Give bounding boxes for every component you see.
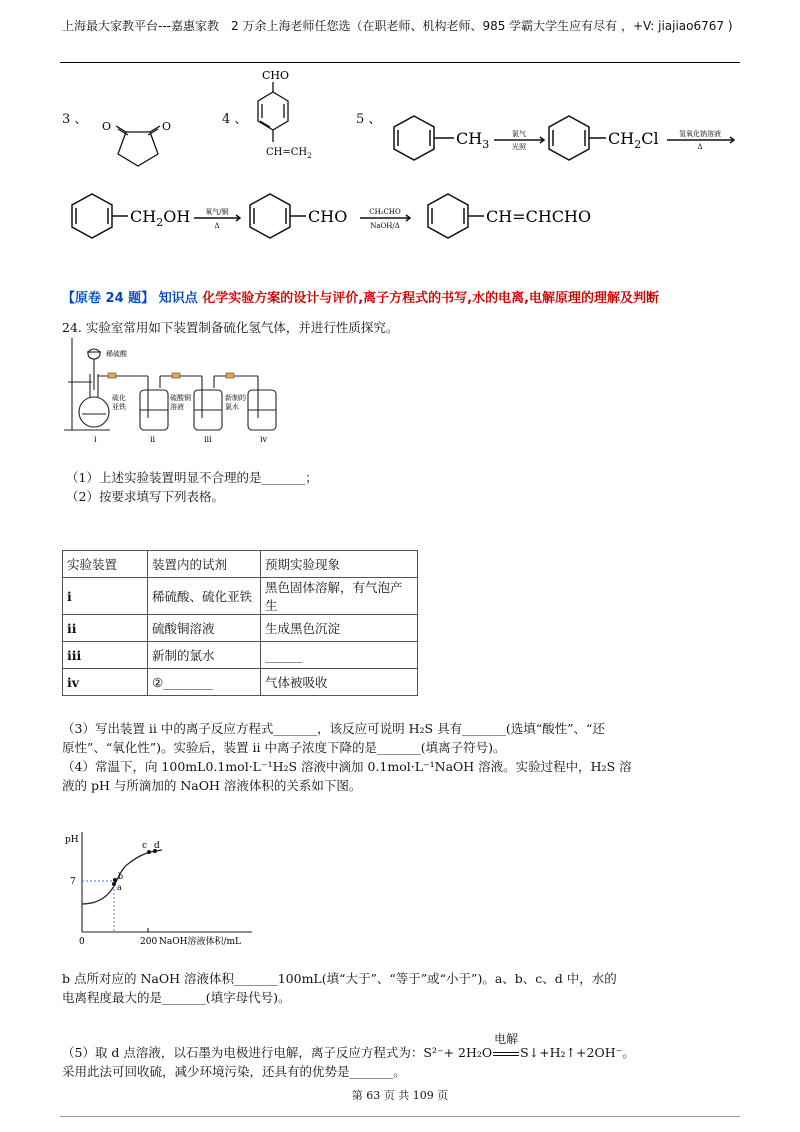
chlorine-label-1: 新制的 xyxy=(225,394,246,402)
arrow4-top: CH₃CHO xyxy=(369,208,401,216)
apparatus-diagram xyxy=(62,334,292,446)
solid-label-2: 亚铁 xyxy=(112,403,126,411)
cho-label: CHO xyxy=(262,69,290,82)
sub-question-1: （1）上述实验装置明显不合理的是_______； xyxy=(66,470,318,485)
ketone-o-right: O xyxy=(162,120,172,133)
arrow3-top: 氧气/铜 xyxy=(205,208,229,216)
electrolysis-condition: 电解 xyxy=(492,1043,520,1062)
x-tick-200: 200 xyxy=(140,937,158,947)
x-tick-0: 0 xyxy=(79,937,85,947)
benzyl-alcohol-reaction-scheme xyxy=(62,188,622,248)
vinyl-label: $CH=CH_2$ xyxy=(266,147,312,160)
apparatus-label-i: i xyxy=(94,435,97,444)
table-cell: ii xyxy=(63,615,148,642)
table-row xyxy=(63,642,418,669)
ch2oh-label: $CH_2OH$ xyxy=(130,207,191,229)
solid-label-1: 硫化 xyxy=(112,394,126,402)
item-number-4: 4 、 xyxy=(222,112,248,127)
table-cell: i xyxy=(63,578,148,615)
sub-question-4-line-4: 电离程度最大的是_______(填字母代号)。 xyxy=(62,990,291,1005)
table-cell: 新制的氯水 xyxy=(148,642,261,669)
electrolysis-post: S↓+H₂↑+2OH⁻。 xyxy=(520,1045,635,1060)
arrow2-bottom: Δ xyxy=(697,143,703,151)
y-axis-label: pH xyxy=(65,835,79,845)
chchcho-label: CH=CHCHO xyxy=(486,207,592,226)
sub-question-3-line-1: （3）写出装置 ii 中的离子反应方程式_______，该反应可说明 H₂S 具有_______(选填“酸性”、“还 xyxy=(62,721,605,736)
vinylbenzaldehyde-structure xyxy=(240,66,350,166)
table-header-cell: 装置内的试剂 xyxy=(148,551,261,578)
arrow1-top: 氯气 xyxy=(512,130,526,138)
sub-question-5-line-2: 采用此法可回收硫，减少环境污染，还具有的优势是_______。 xyxy=(62,1064,406,1079)
ketone-o-left: O xyxy=(102,120,112,133)
table-header-cell: 预期实验现象 xyxy=(261,551,418,578)
x-axis-label: NaOH溶液体积/mL xyxy=(159,937,242,947)
apparatus-label-ii: ii xyxy=(150,435,156,444)
chlorine-label-2: 氯水 xyxy=(225,403,239,411)
cho2-label: CHO xyxy=(308,207,348,226)
footer-rule xyxy=(60,1116,740,1117)
point-c-label: c xyxy=(142,841,148,851)
toluene-reaction-scheme xyxy=(384,110,774,166)
table-cell: iv xyxy=(63,669,148,696)
electrolysis-pre: （5）取 d 点溶液，以石墨为电极进行电解，离子反应方程式为：S²⁻+ 2H₂O xyxy=(62,1045,493,1060)
point-a-label: a xyxy=(117,883,122,892)
arrow1-bottom: 光照 xyxy=(512,143,526,151)
point-a xyxy=(112,882,116,886)
sub-question-4-line-2: 液的 pH 与所滴加的 NaOH 溶液体积的关系如下图。 xyxy=(62,778,362,793)
table-cell: 黑色固体溶解，有气泡产生 xyxy=(261,578,418,615)
point-b-label: b xyxy=(118,872,124,881)
acid-label: 稀硫酸 xyxy=(106,350,127,358)
section-topic: 化学实验方案的设计与评价,离子方程式的书写,水的电离,电解原理的理解及判断 xyxy=(202,291,660,306)
apparatus-label-iv: iv xyxy=(260,435,268,444)
sub-question-5-line-1 xyxy=(62,1032,635,1062)
sub-question-4-line-1: （4）常温下，向 100mL0.1mol·L⁻¹H₂S 溶液中滴加 0.1mol·L⁻¹NaOH 溶液。实验过程中，H₂S 溶 xyxy=(62,759,632,774)
table-cell: 气体被吸收 xyxy=(261,669,418,696)
point-b xyxy=(113,878,117,882)
header-rule xyxy=(60,62,740,63)
table-cell: ______ xyxy=(261,642,418,669)
table-cell: ②________ xyxy=(148,669,261,696)
section-heading xyxy=(62,287,659,306)
y-tick-7: 7 xyxy=(70,877,76,887)
arrow4-bottom: NaOH/Δ xyxy=(370,222,400,230)
table-row xyxy=(63,615,418,642)
cuso4-label-1: 硫酸铜 xyxy=(170,394,191,402)
apparatus-label-iii: iii xyxy=(204,435,212,444)
section-tag: 【原卷 24 题】 xyxy=(62,291,155,306)
table-cell: 稀硫酸、硫化亚铁 xyxy=(148,578,261,615)
question-intro: 24. 实验室常用如下装置制备硫化氢气体，并进行性质探究。 xyxy=(62,320,399,335)
sub-question-3-line-2: 原性”、“氧化性”)。实验后，装置 ii 中离子浓度下降的是_______(填离子符号)。 xyxy=(62,740,506,755)
section-kp: 知识点 xyxy=(158,291,198,306)
page-header: 上海最大家教平台---嘉惠家教 2 万余上海老师任您选（在职老师、机构老师、985 学霸大学生应有尽有 ，+V: jiajiao6767 ) xyxy=(62,19,733,33)
point-d-label: d xyxy=(154,841,160,851)
ch2cl-label: $CH_2Cl$ xyxy=(608,129,659,151)
point-c xyxy=(147,850,151,854)
sub-question-4-line-3: b 点所对应的 NaOH 溶液体积_______100mL(填“大于”、“等于”或“小于”)。a、b、c、d 中，水的 xyxy=(62,971,617,986)
ph-titration-graph xyxy=(62,828,302,952)
table-cell: 硫酸铜溶液 xyxy=(148,615,261,642)
table-header-row xyxy=(63,551,418,578)
table-row xyxy=(63,669,418,696)
arrow3-bottom: Δ xyxy=(214,222,220,230)
item-number-3: 3 、 xyxy=(62,112,88,127)
arrow2-top: 氢氧化钠溶液 xyxy=(679,130,721,138)
cuso4-label-2: 溶液 xyxy=(170,403,184,411)
table-row xyxy=(63,578,418,615)
item-number-5: 5 、 xyxy=(356,112,382,127)
page-number: 第 63 页 共 109 页 xyxy=(351,1089,449,1102)
experiment-table xyxy=(62,550,418,696)
sub-question-2: （2）按要求填写下列表格。 xyxy=(66,489,224,504)
table-cell: 生成黑色沉淀 xyxy=(261,615,418,642)
cyclopentanedione-structure xyxy=(88,100,188,170)
table-cell: iii xyxy=(63,642,148,669)
ch3-label: $CH_3$ xyxy=(456,129,490,151)
table-header-cell: 实验装置 xyxy=(63,551,148,578)
